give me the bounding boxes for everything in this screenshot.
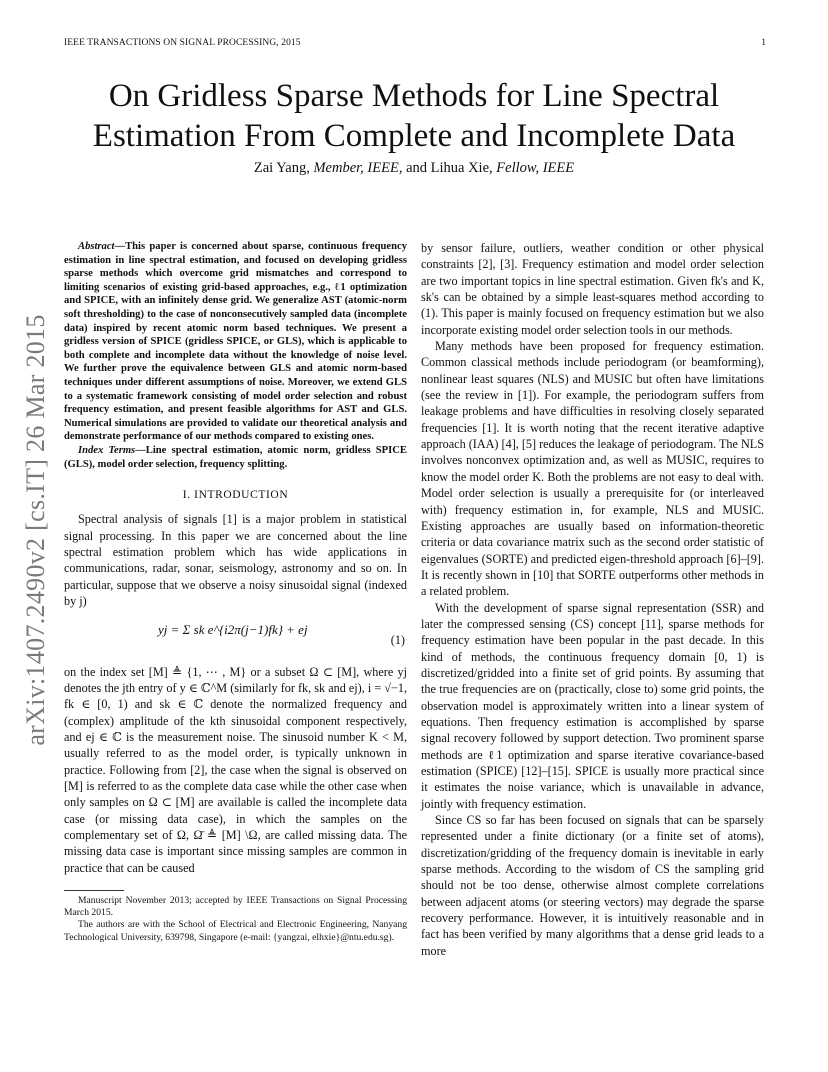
equation-number: (1): [390, 632, 405, 647]
section-heading: I. INTRODUCTION: [182, 489, 289, 502]
index-terms: [64, 444, 407, 471]
left-column: [64, 240, 407, 944]
author-2: and Lihua Xie,: [406, 160, 493, 176]
author-line: [40, 160, 788, 177]
footnote-manuscript: Manuscript November 2013; accepted by IEEE Transactions on Signal Processing March 2015.: [64, 894, 407, 919]
index-terms-text: —Line spectral estimation, atomic norm, gridless SPICE (GLS), model order selection, frequency splitting.: [64, 444, 407, 470]
equation-1: [64, 618, 407, 658]
abstract: [64, 240, 407, 444]
arxiv-id: arXiv:1407.2490v2 [cs.IT] 26 Mar 2015: [21, 314, 50, 746]
footnote-affiliation: The authors are with the School of Electrical and Electronic Engineering, Nanyang Technological University, 639798, Singapore (e-mail: {yangzai, elhxie}@ntu.edu.sg).: [64, 919, 407, 943]
abstract-label: Abstract: [78, 241, 115, 252]
equation-body: yj = Σ sk e^{i2π(j−1)fk} + ej: [158, 621, 308, 637]
author-2-role: Fellow, IEEE: [496, 160, 575, 176]
paper-title: On Gridless Sparse Methods for Line Spectral Estimation From Complete and Incomplete Data: [92, 78, 736, 154]
running-header: IEEE TRANSACTIONS ON SIGNAL PROCESSING, 2015: [64, 38, 301, 48]
author-1-role: Member, IEEE,: [313, 160, 403, 176]
right-paragraph-1: by sensor failure, outliers, weather condition or other physical constraints [2], [3]. Frequency estimation and model order selection are two important topics in line spectral estimation. Given fk's and K, sk's can be obtained by a simple least-squares method according to (1). This paper is mainly focused on frequency estimation but we also incorporate existing model order selection tools in our methods.: [421, 241, 764, 337]
page-number: 1: [761, 38, 766, 48]
index-terms-label: Index Terms: [78, 444, 136, 456]
right-paragraph-2: Many methods have been proposed for frequency estimation. Common classical methods include periodogram (or beamforming), nonlinear least squares (NLS) and MUSIC but often have limitations (see the review in [1]). For example, the periodogram suffers from leakage problems and have difficulties in resolving closely separated frequencies [1]. It is worth noting that the recent iterative adaptive approach (IAA) [4], [5] reduces the leakage of periodogram. The NLS involves nonconvex optimization and, as well as MUSIC, requires to know the model order K. Both the problems are not easy to deal with. Model order selection is usually a prerequisite for (or interleaved with) frequency estimation in, for example, NLS and MUSIC. Existing approaches are usually based on information-theoretic criteria or data covariance matrix such as the second order statistic of eigenvalues (SORTE) and predicted eigen-threshold approach [6]–[9]. It is recently shown in [10] that SORTE outperforms other methods in a related problem.: [421, 339, 764, 599]
abstract-text: —This paper is concerned about sparse, continuous frequency estimation in line spectral estimation, and focused on developing gridless sparse methods which overcome grid mismatches and correspond to limiting scenarios of existing grid-based approaches, e.g., ℓ1 optimization and SPICE, with an infinitely dense grid. We generalize AST (atomic-norm soft thresholding) to the case of nonconsecutively sampled data (incomplete data) inspired by recent atomic norm based techniques. We present a gridless version of SPICE (gridless SPICE, or GLS), which is applicable to both complete and incomplete data without the knowledge of noise level. We further prove the equivalence between GLS and atomic norm-based techniques under different assumptions of noise. Moreover, we extend GLS to a systematic framework consisting of model order selection and robust frequency estimation, and present feasible algorithms for AST and GLS. Numerical simulations are provided to validate our theoretical analysis and demonstrate performance of our methods compared to existing ones.: [64, 241, 407, 443]
footnote-rule: [64, 890, 124, 891]
right-paragraph-4: Since CS so far has been focused on signals that can be sparsely represented under a finite dictionary (or a finite set of atoms), discretization/gridding of the frequency domain is inevitable in early sparse methods. According to the wisdom of CS the sampling grid should not be too dense, otherwise almost complete correlations between adjacent atoms (or steering vectors) may degrade the sparse recovery performance. However, it is intuitively reasonable and in fact has been verified by many algorithms that a dense grid leads to a more: [421, 813, 764, 958]
intro-paragraph-2: on the index set [M] ≜ {1, ⋯ , M} or a subset Ω ⊂ [M], where yj denotes the jth entry of y ∈ ℂ^M (similarly for fk, sk and ej), i = √−1, fk ∈ [0, 1) and sk ∈ ℂ denote the normalized frequency and (complex) amplitude of the kth sinusoidal component respectively, and ej ∈ ℂ is the measurement noise. The sinusoid number K < M, usually referred to as the model order, is typically unknown in practice. Following from [2], the case when the signal is observed on [M] is referred to as the complete data case while the other case when only samples on Ω ⊂ [M] are available is called the incomplete data case (or missing data case), in which the samples on the complementary set of Ω, Ω̄ ≜ [M] \Ω, are called missing data. The missing data case is important since missing samples are common in practice that can be caused: [64, 664, 407, 875]
intro-paragraph-1: Spectral analysis of signals [1] is a major problem in statistical signal processing. In this paper we are concerned about the line spectral estimation problem which has wide applications in communications, radar, sonar, seismology, astronomy and so on. In particular, suppose that we observe a noisy sinusoidal signal (indexed by j): [64, 512, 407, 609]
author-1: Zai Yang,: [253, 160, 310, 176]
right-paragraph-3: With the development of sparse signal representation (SSR) and later the compressed sensing (CS) concept [11], sparse methods for frequency estimation have been popular in the past decade. In this kind of methods, the continuous frequency domain [0, 1) is discretized/gridded into a finite set of grid points. By assuming that the true frequencies are on (practically, close to) some grid points, the observation model is approximately written into a linear system of equations. Then frequency estimation is accomplished by sparse signal recovery followed by support detection. Two prominent sparse methods are ℓ1 optimization and sparse iterative covariance-based estimation (SPICE) [12]–[15]. SPICE is usually more practical since it estimates the noise variance, which is unavailable in advance, jointly with frequency estimation.: [421, 600, 764, 811]
right-column: [421, 240, 764, 959]
